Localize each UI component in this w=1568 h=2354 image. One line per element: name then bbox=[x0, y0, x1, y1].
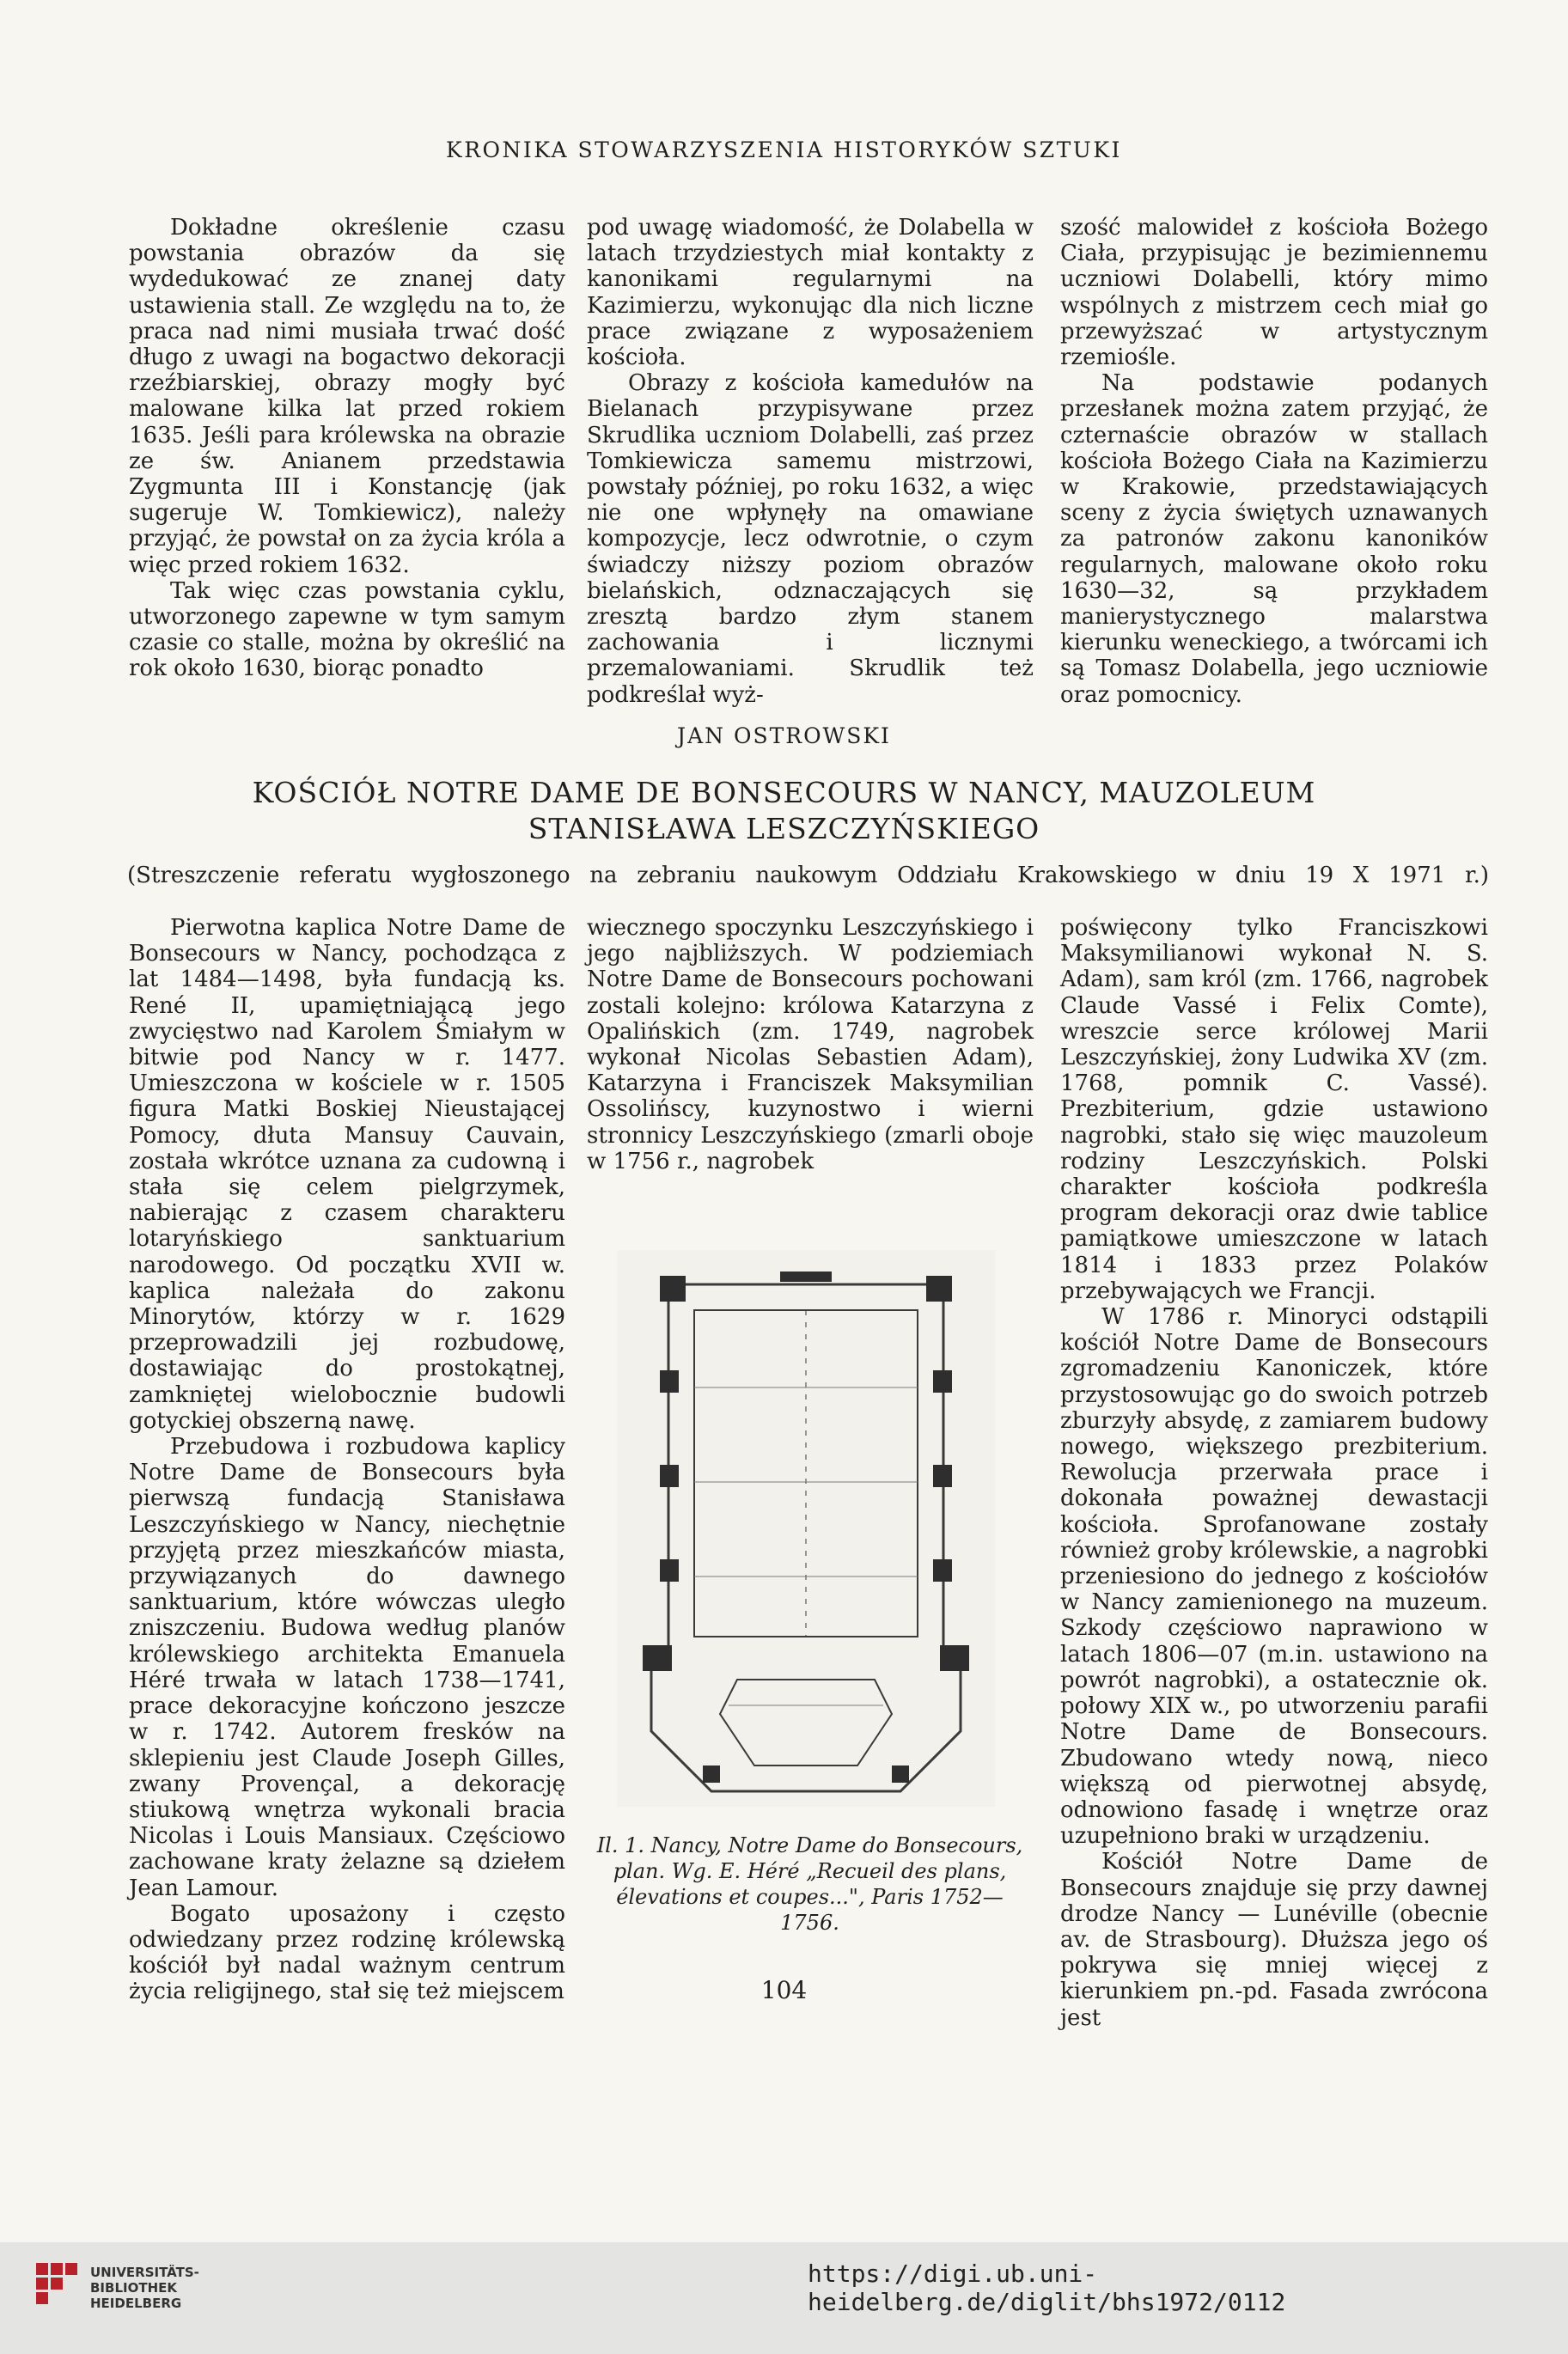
top-column-1 bbox=[129, 215, 565, 682]
logo-line: HEIDELBERG bbox=[90, 2296, 182, 2311]
figure-caption: Il. 1. Nancy, Notre Dame do Bonsecours, plan. Wg. E. Héré „Recueil des plans, élevations et coupes...", Paris 1752—1756. bbox=[596, 1833, 1023, 1935]
article-column-3 bbox=[1060, 915, 1488, 2031]
paragraph: Przebudowa i rozbudowa kaplicy Notre Dame de Bonsecours była pierwszą fundacją Stanisława Leszczyńskiego w Nancy, niechętnie przyjętą przez mieszkańców miasta, przywiązanych do dawnego sanktuarium, które wówczas uległo zniszczeniu. Budowa według planów królewskiego architekta Emanuela Héré trwała w latach 1738—1741, prace dekoracyjne kończono jeszcze w r. 1742. Autorem fresków na sklepieniu jest Claude Joseph Gilles, zwany Provençal, a dekorację stiukową wnętrza wykonali bracia Nicolas i Louis Mansiaux. Częściowo zachowane kraty żelazne są dziełem Jean Lamour. bbox=[129, 1434, 565, 1901]
permalink-url[interactable]: https://digi.ub.uni-heidelberg.de/diglit/bhs1972/0112 bbox=[808, 2259, 1286, 2316]
running-header: KRONIKA STOWARZYSZENIA HISTORYKÓW SZTUKI bbox=[446, 137, 1122, 162]
paragraph: poświęcony tylko Franciszkowi Maksymilianowi wykonał N. S. Adam), sam król (zm. 1766, nagrobek Claude Vassé i Felix Comte), wreszcie serce królowej Marii Leszczyńskiej, żony Ludwika XV (zm. 1768, pomnik C. Vassé). Prezbiterium, gdzie ustawiono nagrobki, stało się więc mauzoleum rodziny Leszczyńskich. Polski charakter kościoła podkreśla program dekoracji oraz dwie tablice pamiątkowe umieszczone w latach 1814 i 1833 przez Polaków przebywających we Francji. bbox=[1060, 915, 1488, 1304]
church-floor-plan-image bbox=[617, 1250, 995, 1807]
paragraph: pod uwagę wiadomość, że Dolabella w latach trzydziestych miał kontakty z kanonikami regularnymi na Kazimierzu, wykonując dla nich liczne prace związane z wyposażeniem kościoła. bbox=[587, 215, 1034, 371]
paragraph: Obrazy z kościoła kamedułów na Bielanach przypisywane przez Skrudlika uczniom Dolabelli, zaś przez Tomkiewicza samemu mistrzowi, powstały później, po roku 1632, a więc nie one wpłynęły na omawiane kompozycje, lecz odwrotnie, o czym świadczy niższy poziom obrazów bielańskich, odznaczających się zresztą bardzo złym stanem zachowania i licznymi przemalowaniami. Skrudlik też podkreślał wyż- bbox=[587, 370, 1034, 708]
paragraph: W 1786 r. Minoryci odstąpili kościół Notre Dame de Bonsecours zgromadzeniu Kanoniczek, które przystosowując go do swoich potrzeb zburzyły absydę, z zamiarem budowy nowego, większego prezbiterium. Rewolucja przerwała prace i dokonała poważnej dewastacji kościoła. Sprofanowane zostały również groby królewskie, a nagrobki przeniesiono do jednego z kościołów w Nancy zamienionego na muzeum. Szkody częściowo naprawiono w latach 1806—07 (m.in. ustawiono na powrót nagrobki), a ostatecznie ok. połowy XIX w., po utworzeniu parafii Notre Dame de Bonsecours. Zbudowano wtedy nową, nieco większą od pierwotnej absydę, odnowiono fasadę i wnętrze oraz uzupełniono braki w urządzeniu. bbox=[1060, 1304, 1488, 1850]
paragraph: Na podstawie podanych przesłanek można zatem przyjąć, że czternaście obrazów w stallach kościoła Bożego Ciała na Kazimierzu w Krakowie, przedstawiających sceny z życia świętych uznawanych za patronów zakonu kanoników regularnych, malowane około roku 1630—32, są przykładem manierystycznego malarstwa kierunku weneckiego, a twórcami ich są Tomasz Dolabella, jego uczniowie oraz pomocnicy. bbox=[1060, 370, 1488, 708]
paragraph: Pierwotna kaplica Notre Dame de Bonsecours w Nancy, pochodząca z lat 1484—1498, była fundacją ks. René II, upamiętniającą jego zwycięstwo nad Karolem Śmiałym w bitwie pod Nancy w r. 1477. Umieszczona w kościele w r. 1505 figura Matki Boskiej Nieustającej Pomocy, dłuta Mansuy Cauvain, została wkrótce uznana za cudowną i stała się celem pielgrzymek, nabierając z czasem charakteru lotaryńskiego sanktuarium narodowego. Od początku XVII w. kaplica należała do zakonu Minorytów, którzy w r. 1629 przeprowadzili jej rozbudowę, dostawiając do prostokątnej, zamkniętej wielobocznie budowli gotyckiej obszerną nawę. bbox=[129, 915, 565, 1434]
paragraph: Tak więc czas powstania cyklu, utworzonego zapewne w tym samym czasie co stalle, można by określić na rok około 1630, biorąc ponadto bbox=[129, 577, 565, 682]
paragraph: wiecznego spoczynku Leszczyńskiego i jego najbliższych. W podziemiach Notre Dame de Bonsecours pochowani zostali kolejno: królowa Katarzyna z Opalińskich (zm. 1749, nagrobek wykonał Nicolas Sebastien Adam), Katarzyna i Franciszek Maksymilian Ossolińscy, kuzynostwo i wierni stronnicy Leszczyńskiego (zmarli oboje w 1756 r., nagrobek bbox=[587, 915, 1034, 1174]
article-title bbox=[137, 775, 1431, 847]
article-column-2 bbox=[587, 915, 1034, 1174]
paragraph: Bogato uposażony i często odwiedzany przez rodzinę królewską kościół był nadal ważnym centrum życia religijnego, stał się też miejscem bbox=[129, 1900, 565, 2005]
university-library-logo-icon bbox=[34, 2261, 79, 2306]
logo-text bbox=[90, 2265, 199, 2311]
article-column-1 bbox=[129, 915, 565, 2005]
paragraph: Kościół Notre Dame de Bonsecours znajduje się przy dawnej drodze Nancy — Lunéville (obecnie av. de Strasbourg). Dłuższa jego oś pokrywa się mniej więcej z kierunkiem pn.-pd. Fasada zwrócona jest bbox=[1060, 1849, 1488, 2031]
title-line: KOŚCIÓŁ NOTRE DAME DE BONSECOURS W NANCY, MAUZOLEUM bbox=[252, 776, 1316, 809]
logo-line: UNIVERSITÄTS- bbox=[90, 2265, 199, 2280]
title-line: STANISŁAWA LESZCZYŃSKIEGO bbox=[528, 812, 1040, 845]
paragraph: szość malowideł z kościoła Bożego Ciała, przypisując je bezimiennemu uczniowi Dolabelli, który mimo wspólnych z mistrzem cech miał go przewyższać w artystycznym rzemiośle. bbox=[1060, 215, 1488, 371]
logo-line: BIBLIOTHEK bbox=[90, 2280, 177, 2296]
page-number: 104 bbox=[760, 1976, 808, 2004]
article-author: JAN OSTROWSKI bbox=[677, 723, 891, 748]
top-column-3 bbox=[1060, 215, 1488, 708]
paragraph: Dokładne określenie czasu powstania obrazów da się wydedukować ze znanej daty ustawienia stall. Ze względu na to, że praca nad nimi musiała trwać dość długo z uwagi na bogactwo dekoracji rzeźbiarskiej, obrazy mogły być malowane kilka lat przed rokiem 1635. Jeśli para królewska na obrazie ze św. Anianem przedstawia Zygmunta III i Konstancję (jak sugeruje W. Tomkiewicz), należy przyjąć, że powstał on za życia króla a więc przed rokiem 1632. bbox=[129, 215, 565, 578]
top-column-2 bbox=[587, 215, 1034, 708]
article-subtitle: (Streszczenie referatu wygłoszonego na zebraniu naukowym Oddziału Krakowskiego w dniu 19 X 1971 r.) bbox=[127, 863, 1489, 888]
